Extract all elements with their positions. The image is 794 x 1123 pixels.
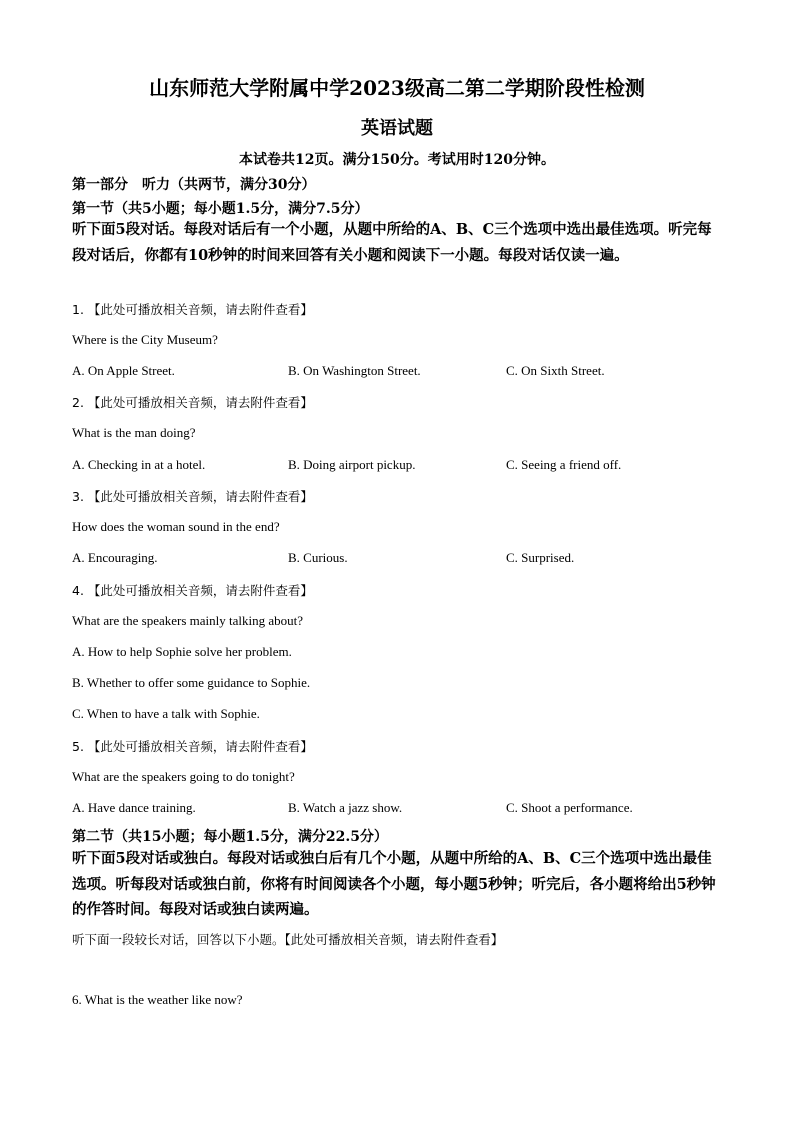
audio-note: 【此处可播放相关音频，请去附件查看】	[87, 302, 313, 317]
q5-audio[interactable]	[72, 737, 313, 755]
section2-lead[interactable]: 听下面一段较长对话，回答以下小题。【此处可播放相关音频，请去附件查看】	[72, 932, 504, 947]
q4-audio[interactable]	[72, 581, 313, 599]
q6-text: 6. What is the weather like now?	[72, 992, 243, 1007]
section2-heading: 第二节（共15小题；每小题1.5分，满分22.5分）	[72, 829, 388, 845]
audio-note: 【此处可播放相关音频，请去附件查看】	[87, 395, 313, 410]
q3-option-b[interactable]: B. Curious.	[288, 550, 348, 565]
q4-option-c[interactable]: C. When to have a talk with Sophie.	[72, 706, 260, 721]
q5-number: 5.	[72, 739, 84, 754]
q3-number: 3.	[72, 489, 84, 504]
q4-text: What are the speakers mainly talking about?	[72, 613, 304, 628]
q5-option-a[interactable]: A. Have dance training.	[72, 800, 196, 815]
exam-info: 本试卷共12页。满分150分。考试用时120分钟。	[239, 152, 555, 168]
q4-option-b[interactable]: B. Whether to offer some guidance to Sophie.	[72, 675, 311, 690]
q3-option-a[interactable]: A. Encouraging.	[72, 550, 158, 565]
q4-number: 4.	[72, 583, 84, 598]
audio-note: 【此处可播放相关音频，请去附件查看】	[87, 583, 313, 598]
q5-option-c[interactable]: C. Shoot a performance.	[506, 800, 633, 815]
q2-text: What is the man doing?	[72, 425, 196, 440]
page-title: 山东师范大学附属中学2023级高二第二学期阶段性检测	[149, 76, 645, 100]
q2-audio[interactable]	[72, 393, 313, 411]
q1-option-b[interactable]: B. On Washington Street.	[288, 363, 421, 378]
q1-audio[interactable]	[72, 300, 313, 318]
q1-number: 1.	[72, 302, 84, 317]
q2-option-b[interactable]: B. Doing airport pickup.	[288, 457, 416, 472]
section1-instructions: 听下面5段对话。每段对话后有一个小题，从题中所给的A、B、C三个选项中选出最佳选项。听完每段对话后，你都有10秒钟的时间来回答有关小题和阅读下一小题。每段对话仅读一遍。	[72, 221, 712, 264]
q1-option-a[interactable]: A. On Apple Street.	[72, 363, 175, 378]
q3-audio[interactable]	[72, 487, 313, 505]
q5-text: What are the speakers going to do tonight?	[72, 769, 295, 784]
q3-option-c[interactable]: C. Surprised.	[506, 550, 575, 565]
section1-heading: 第一节（共5小题；每小题1.5分，满分7.5分）	[72, 201, 369, 217]
page-subtitle: 英语试题	[361, 118, 433, 139]
part1-heading: 第一部分 听力（共两节，满分30分）	[72, 177, 316, 193]
q4-option-a[interactable]: A. How to help Sophie solve her problem.	[72, 644, 292, 659]
audio-note: 【此处可播放相关音频，请去附件查看】	[87, 489, 313, 504]
q1-text: Where is the City Museum?	[72, 332, 218, 347]
q2-number: 2.	[72, 395, 84, 410]
q2-option-c[interactable]: C. Seeing a friend off.	[506, 457, 622, 472]
q1-option-c[interactable]: C. On Sixth Street.	[506, 363, 605, 378]
q5-option-b[interactable]: B. Watch a jazz show.	[288, 800, 403, 815]
audio-note: 【此处可播放相关音频，请去附件查看】	[87, 739, 313, 754]
q3-text: How does the woman sound in the end?	[72, 519, 280, 534]
q2-option-a[interactable]: A. Checking in at a hotel.	[72, 457, 206, 472]
section2-instructions: 听下面5段对话或独白。每段对话或独白后有几个小题，从题中所给的A、B、C三个选项中选出最佳选项。听每段对话或独白前，你将有时间阅读各个小题，每小题5秒钟；听完后，各小题将给出5秒钟的作答时间。每段对话或独白读两遍。	[72, 850, 716, 918]
